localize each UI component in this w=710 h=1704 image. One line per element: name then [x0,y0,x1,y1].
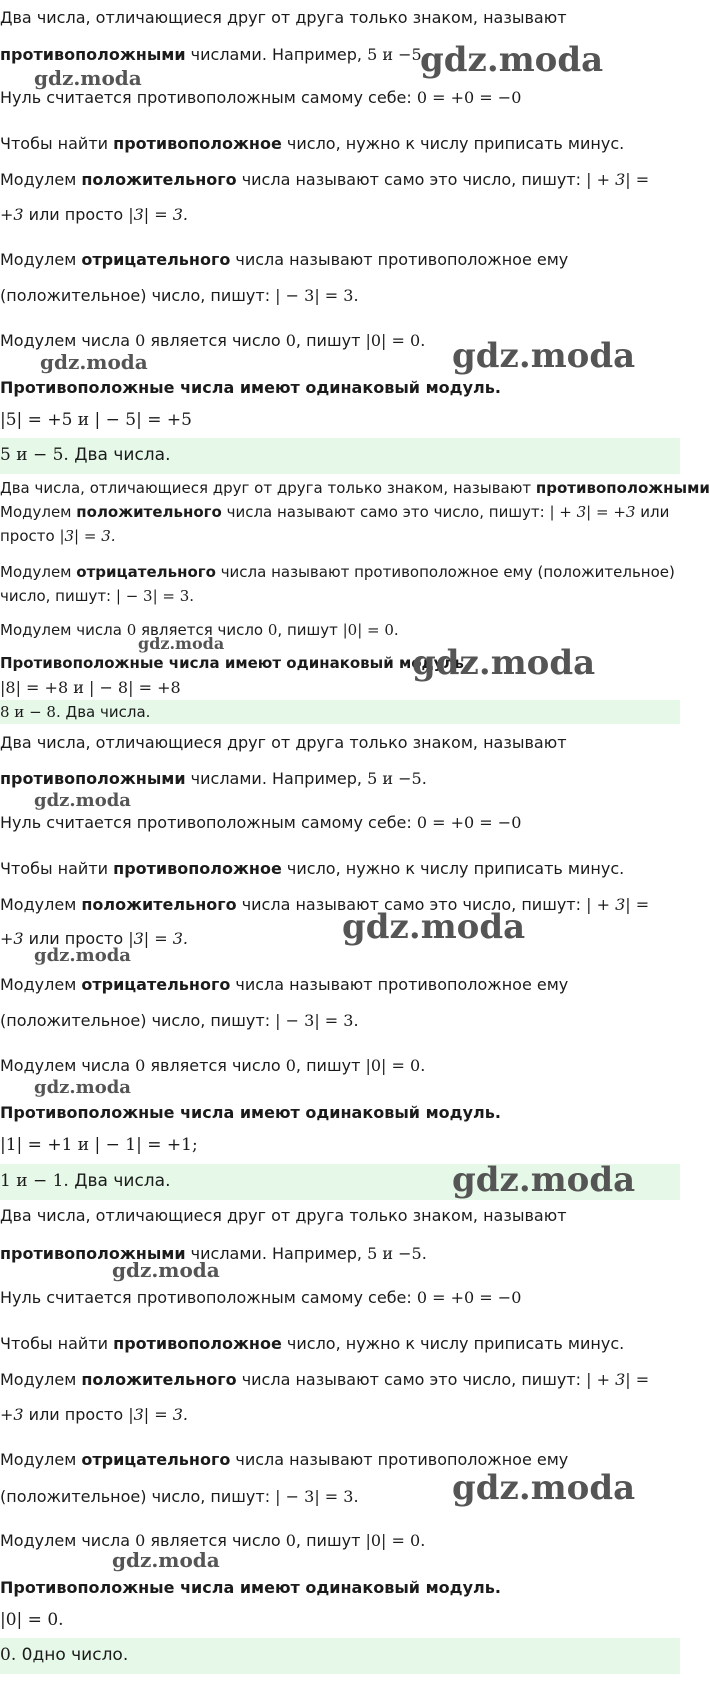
text-line: противоположными числами. Например, 5 и −5. [0,769,427,788]
text-line: Нуль считается противоположным самому себе: 0 = +0 = −0 [0,813,522,832]
text-line: +3 или просто |3| = 3. [0,929,188,948]
watermark-logo: gdz.moda [138,634,225,653]
calc-line: |0| = 0. [0,1610,64,1630]
watermark-logo: gdz.moda [34,945,131,966]
watermark-logo: gdz.moda [40,350,148,374]
answer-line: 8 и − 8. Два числа. [0,703,151,721]
watermark-logo: gdz.moda [112,1258,220,1282]
text-line: противоположными числами. Например, 5 и −5. [0,45,427,64]
text-line: противоположными числами. Например, 5 и −5. [0,1244,427,1263]
text-line: Модулем положительного числа называют само это число, пишут: | + 3| = [0,1370,650,1389]
text-line: Модулем числа 0 является число 0, пишут |0| = 0. [0,621,399,639]
text-line: Чтобы найти противоположное число, нужно к числу приписать минус. [0,134,625,153]
watermark-logo: gdz.moda [34,790,131,811]
calc-line: |5| = +5 и | − 5| = +5 [0,410,192,430]
watermark-logo: gdz.moda [452,1468,636,1508]
answer-line: 1 и − 1. Два числа. [0,1171,171,1191]
text-line: Нуль считается противоположным самому себе: 0 = +0 = −0 [0,88,522,107]
text-line: (положительное) число, пишут: | − 3| = 3. [0,1487,359,1506]
text-line: Модулем числа 0 является число 0, пишут |0| = 0. [0,1531,426,1550]
watermark-logo: gdz.moda [34,66,142,90]
text-line: Модулем положительного числа называют само это число, пишут: | + 3| = [0,895,650,914]
text-line: Два числа, отличающиеся друг от друга только знаком, называют [0,733,567,752]
answer-line: 5 и − 5. Два числа. [0,445,171,465]
text-line: Модулем отрицательного числа называют противоположное ему [0,975,569,994]
rule-line: Противоположные числа имеют одинаковый модуль. [0,654,470,672]
watermark-logo: gdz.moda [420,40,604,80]
text-line: Модулем отрицательного числа называют противоположное ему [0,250,569,269]
text-line: Чтобы найти противоположное число, нужно к числу приписать минус. [0,859,625,878]
text-line: Два числа, отличающиеся друг от друга только знаком, называют [0,8,567,27]
text-line: +3 или просто |3| = 3. [0,205,188,224]
text-line: (положительное) число, пишут: | − 3| = 3. [0,286,359,305]
text-line: Модулем отрицательного числа называют противоположное ему (положительное) [0,563,675,581]
text-line: Модулем числа 0 является число 0, пишут |0| = 0. [0,1056,426,1075]
watermark-logo: gdz.moda [34,1077,131,1098]
watermark-logo: gdz.moda [112,1548,220,1572]
rule-line: Противоположные числа имеют одинаковый модуль. [0,1578,501,1597]
rule-line: Противоположные числа имеют одинаковый модуль. [0,378,501,397]
text-line: Нуль считается противоположным самому себе: 0 = +0 = −0 [0,1288,522,1307]
text-line: просто |3| = 3. [0,527,116,545]
watermark-logo: gdz.moda [342,907,526,947]
watermark-logo: gdz.moda [452,1160,636,1200]
watermark-logo: gdz.moda [452,336,636,376]
watermark-logo: gdz.moda [412,643,596,683]
text-line: Два числа, отличающиеся друг от друга только знаком, называют противоположными [0,479,710,497]
text-line: +3 или просто |3| = 3. [0,1405,188,1424]
calc-line: |1| = +1 и | − 1| = +1; [0,1135,198,1155]
text-line: Модулем числа 0 является число 0, пишут |0| = 0. [0,331,426,350]
text-line: (положительное) число, пишут: | − 3| = 3. [0,1011,359,1030]
text-line: Два числа, отличающиеся друг от друга только знаком, называют [0,1206,567,1225]
text-line: Модулем положительного числа называют само это число, пишут: | + 3| = [0,170,650,189]
text-line: Модулем отрицательного числа называют противоположное ему [0,1450,569,1469]
text-line: Модулем положительного числа называют само это число, пишут: | + 3| = +3 или [0,503,670,521]
calc-line: |8| = +8 и | − 8| = +8 [0,678,181,697]
text-line: Чтобы найти противоположное число, нужно к числу приписать минус. [0,1334,625,1353]
rule-line: Противоположные числа имеют одинаковый модуль. [0,1103,501,1122]
answer-line: 0. 0дно число. [0,1645,129,1665]
text-line: число, пишут: | − 3| = 3. [0,587,195,605]
